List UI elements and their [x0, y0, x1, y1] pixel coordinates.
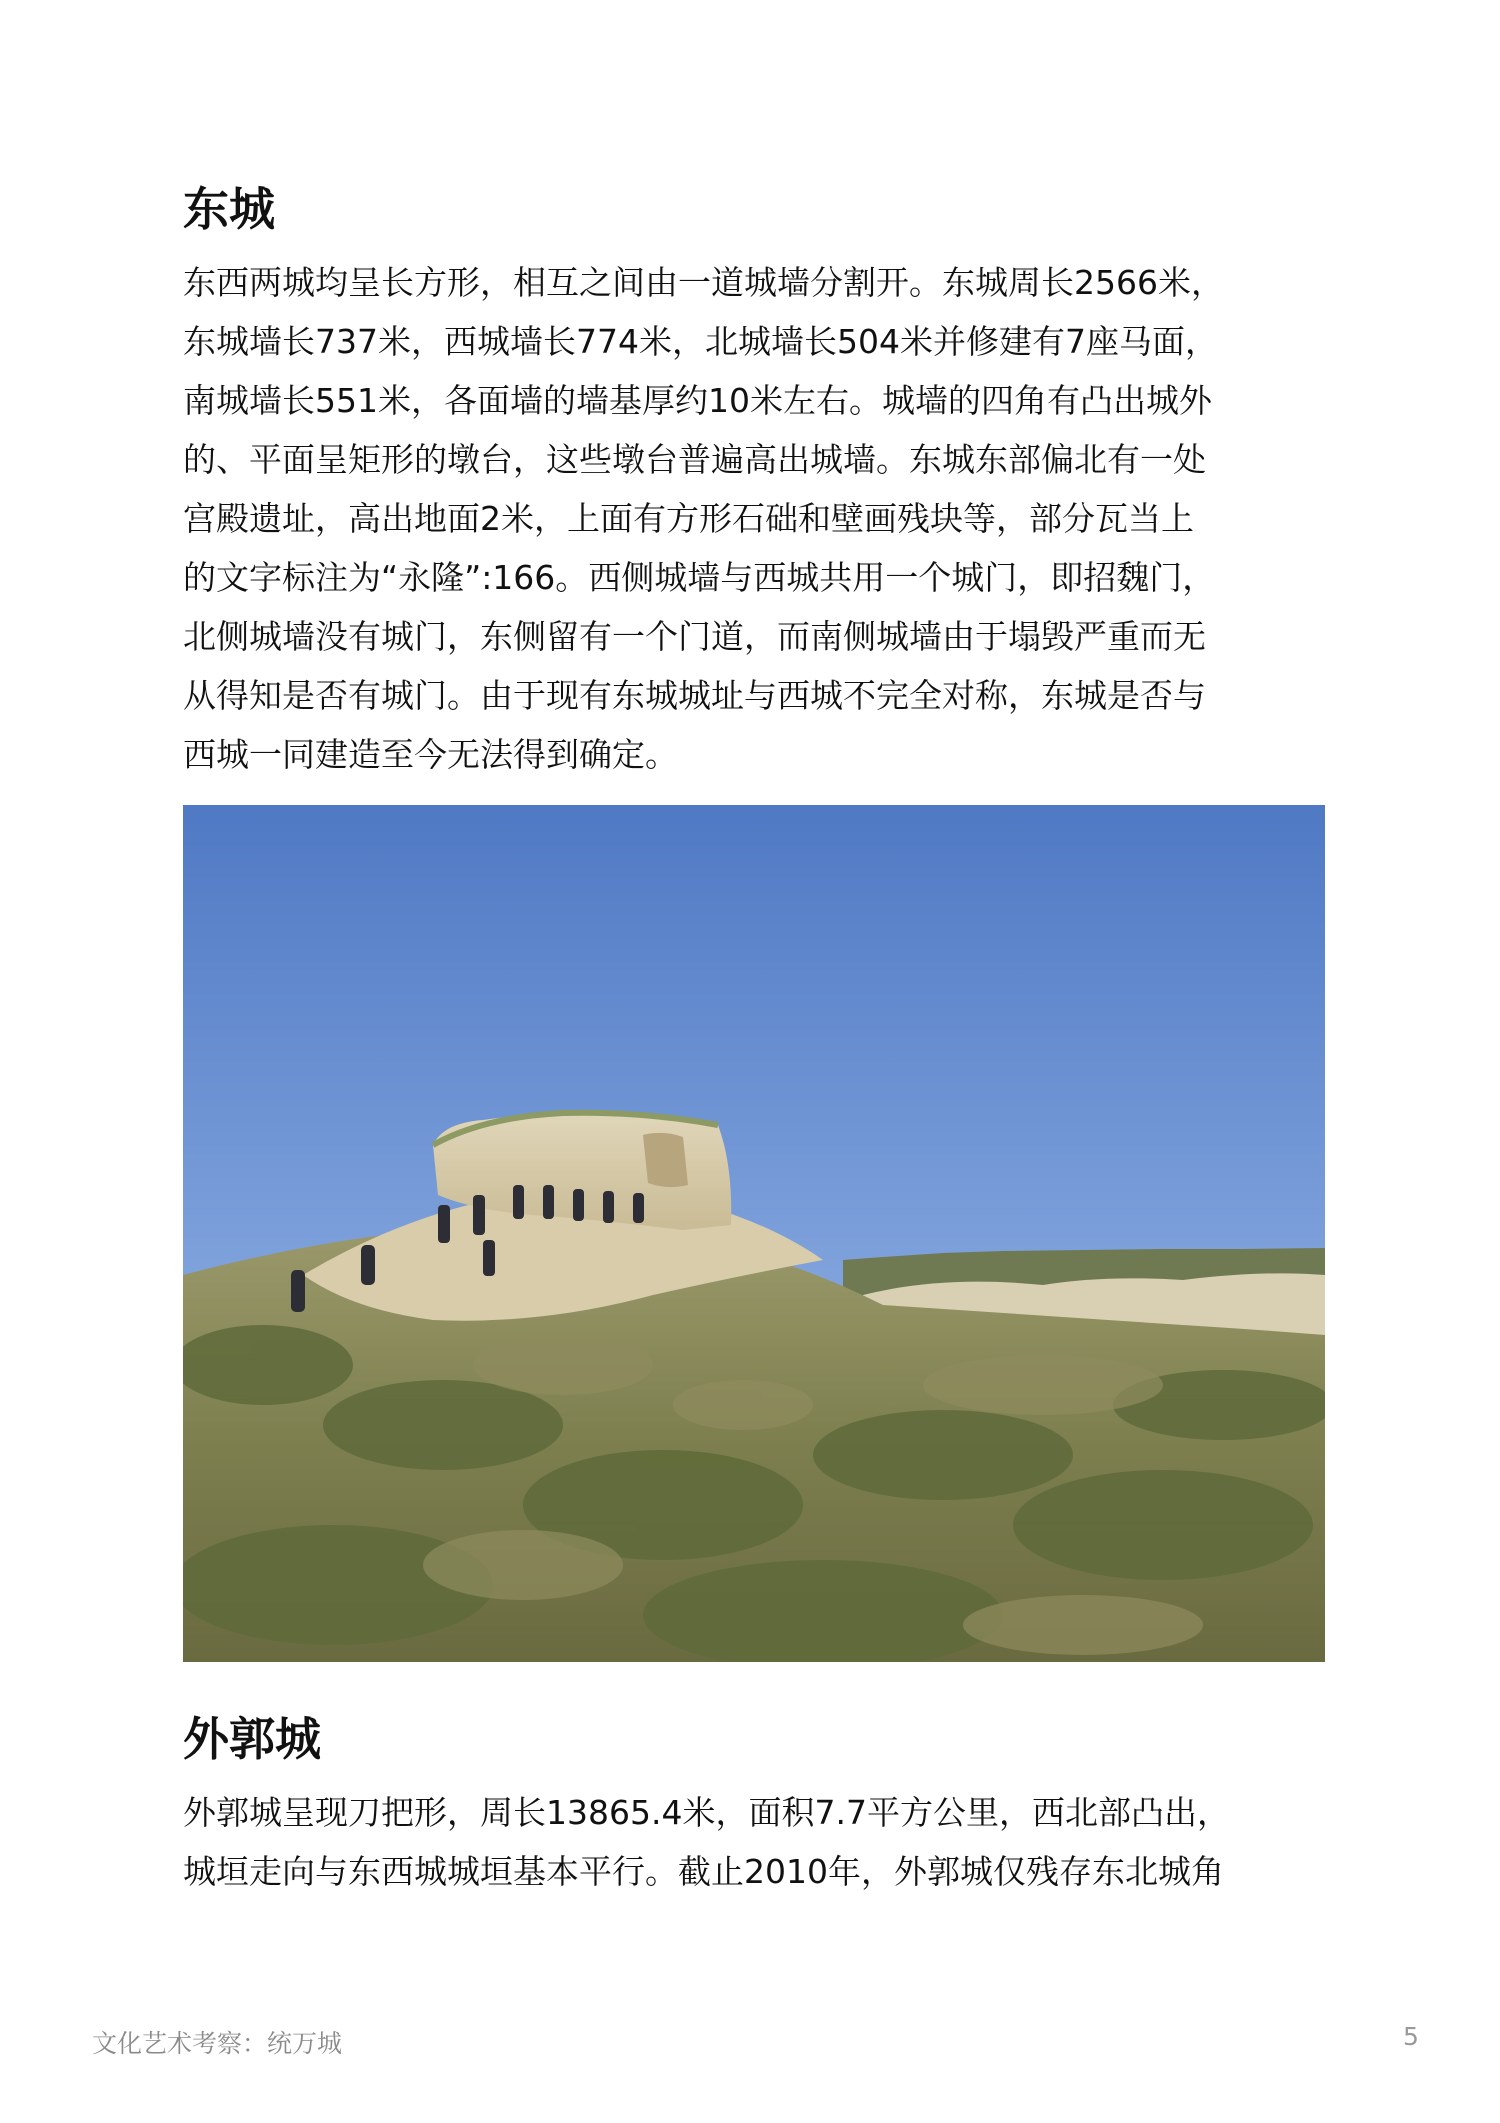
paragraph-line: 从得知是否有城门。由于现有东城城址与西城不完全对称，东城是否与: [183, 676, 1206, 715]
east-city-paragraph: [183, 253, 1333, 784]
outer-city-paragraph: [183, 1783, 1333, 1901]
paragraph-line: 西城一同建造至今无法得到确定。: [183, 735, 678, 774]
paragraph-line: 北侧城墙没有城门，东侧留有一个门道，而南侧城墙由于塌毁严重而无: [183, 617, 1206, 656]
paragraph-line: 外郭城呈现刀把形，周长13865.4米，面积7.7平方公里，西北部凸出，: [183, 1793, 1230, 1832]
section-heading-east-city: 东城: [183, 182, 275, 236]
paragraph-line: 东城墙长737米，西城墙长774米，北城墙长504米并修建有7座马面，: [183, 322, 1218, 361]
ruins-photo: [183, 805, 1325, 1662]
paragraph-line: 东西两城均呈长方形，相互之间由一道城墙分割开。东城周长2566米，: [183, 263, 1224, 302]
paragraph-line: 城垣走向与东西城城垣基本平行。截止2010年，外郭城仅残存东北城角: [183, 1852, 1224, 1891]
paragraph-line: 宫殿遗址，高出地面2米，上面有方形石础和壁画残块等，部分瓦当上: [183, 499, 1194, 538]
section-heading-outer-city: 外郭城: [183, 1712, 321, 1766]
paragraph-line: 的文字标注为“永隆”:166。西侧城墙与西城共用一个城门，即招魏门，: [183, 558, 1216, 597]
footer-title: 文化艺术考察：统万城: [92, 2029, 343, 2058]
page-number: 5: [1403, 2022, 1419, 2051]
paragraph-line: 的、平面呈矩形的墩台，这些墩台普遍高出城墙。东城东部偏北有一处: [183, 440, 1206, 479]
paragraph-line: 南城墙长551米，各面墙的墙基厚约10米左右。城墙的四角有凸出城外: [183, 381, 1212, 420]
